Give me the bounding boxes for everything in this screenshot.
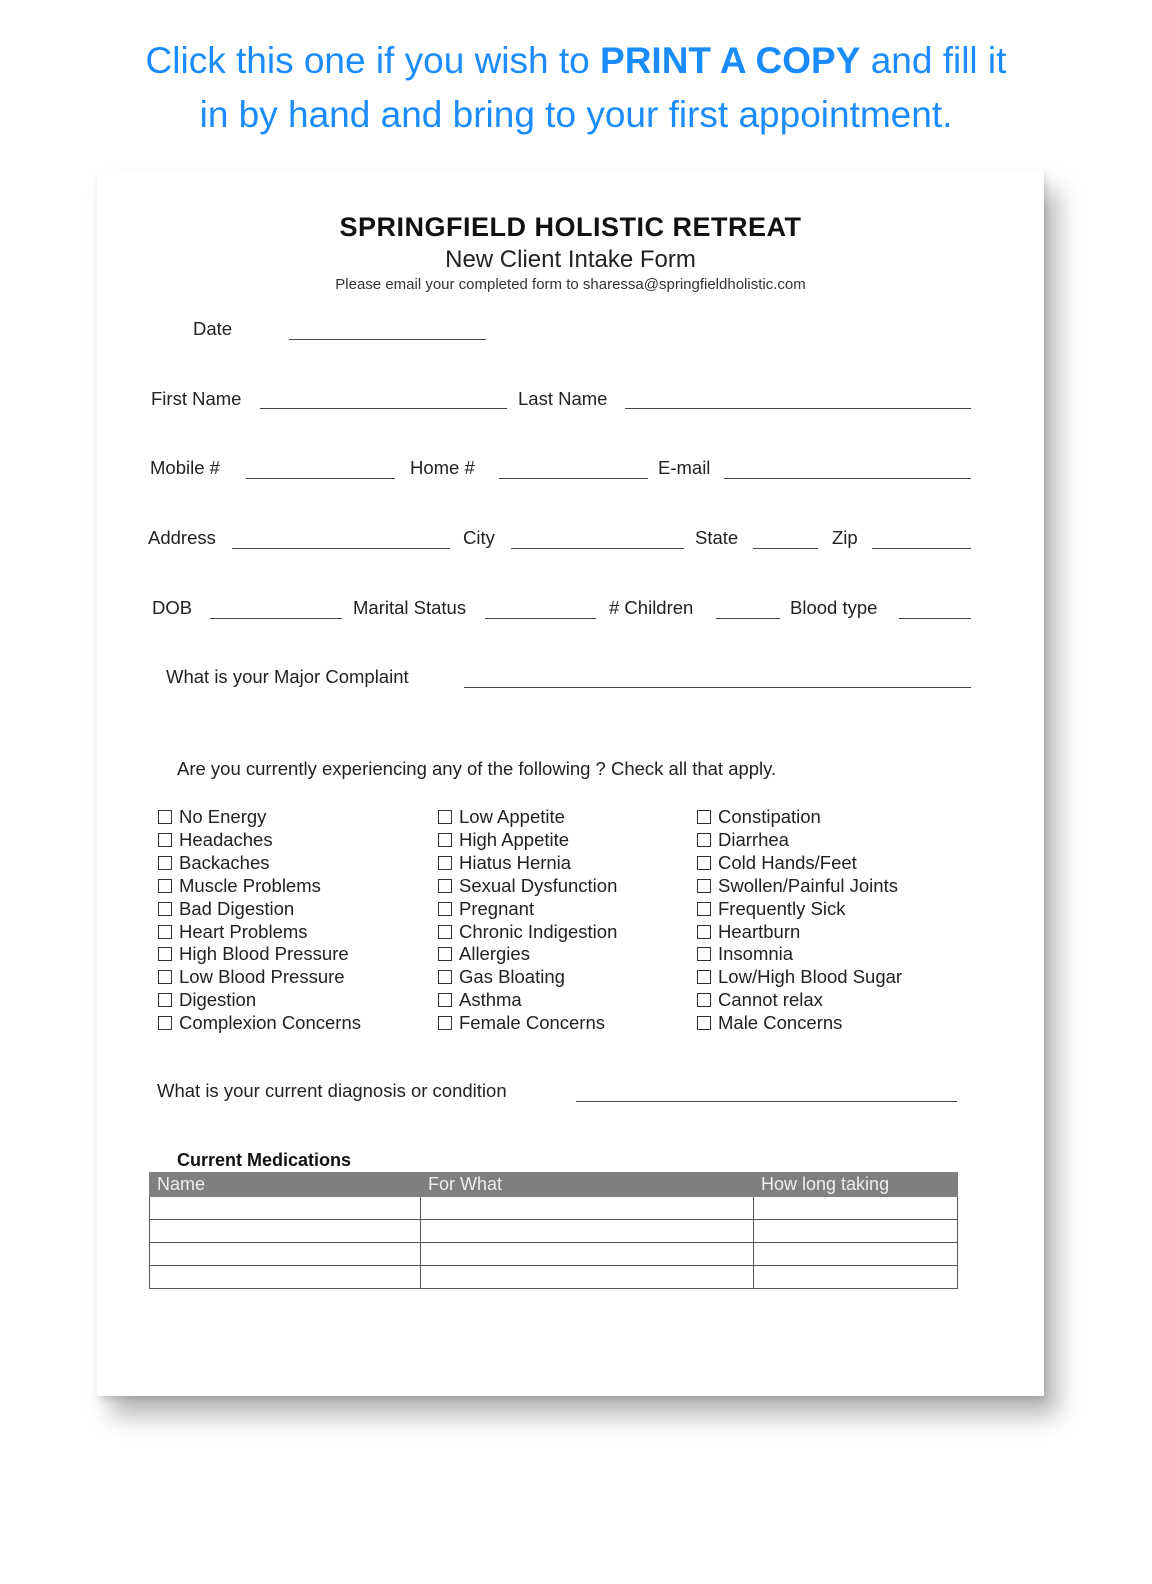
column-header-name: Name [150,1173,421,1197]
medication-cell[interactable] [150,1243,421,1266]
checkbox[interactable] [697,925,711,939]
marital-status-line [485,618,596,619]
diagnosis-label: What is your current diagnosis or condition [157,1080,507,1101]
checkbox[interactable] [438,1016,452,1030]
column-header-how-long: How long taking [754,1173,958,1197]
symptom-checkbox-item[interactable] [158,806,266,828]
symptom-label: Swollen/Painful Joints [718,874,898,896]
symptom-checkbox-item[interactable] [438,1012,605,1034]
symptom-checkbox-item[interactable] [697,875,898,897]
email-instruction: Please email your completed form to sharessa@springfieldholistic.com [335,276,806,293]
symptom-label: Low Blood Pressure [179,966,345,988]
email-line [724,478,971,479]
checkbox[interactable] [697,902,711,916]
checkbox[interactable] [438,925,452,939]
zip-label: Zip [832,527,858,548]
symptom-label: Hiatus Hernia [459,851,572,873]
medication-row [150,1220,958,1243]
medication-cell[interactable] [754,1220,958,1243]
symptom-checkbox-item[interactable] [697,806,821,828]
checkbox[interactable] [158,902,172,916]
symptom-label: Muscle Problems [179,874,321,896]
checkbox[interactable] [438,879,452,893]
symptom-label: Heart Problems [179,920,308,942]
symptom-checkbox-item[interactable] [438,943,530,965]
symptom-checkbox-item[interactable] [697,989,823,1011]
address-label: Address [148,527,216,548]
medication-cell[interactable] [150,1197,421,1220]
medication-row [150,1197,958,1220]
symptom-label: Low Appetite [459,806,565,827]
medication-cell[interactable] [754,1243,958,1266]
zip-line [872,548,971,549]
symptom-label: High Blood Pressure [179,943,349,965]
diagnosis-line [576,1101,957,1102]
medications-table [149,1172,958,1289]
checkbox[interactable] [697,810,711,824]
city-line [511,548,684,549]
symptom-checkbox-item[interactable] [438,898,534,920]
last-name-label: Last Name [518,388,608,409]
mobile-line [246,478,395,479]
symptom-checkbox-item[interactable] [697,966,902,988]
checkbox[interactable] [697,856,711,870]
symptom-checkbox-item[interactable] [158,921,308,943]
medication-cell[interactable] [421,1220,754,1243]
symptom-label: Asthma [459,989,522,1011]
symptom-checkbox-item[interactable] [697,852,857,874]
print-banner[interactable] [0,34,1152,142]
children-label: # Children [609,597,694,618]
print-a-copy-emphasis: PRINT A COPY [600,40,861,81]
email-label: E-mail [658,457,711,478]
blood-type-line [899,618,971,619]
checkbox[interactable] [697,833,711,847]
symptom-checkbox-item[interactable] [438,806,565,828]
medication-cell[interactable] [421,1266,754,1289]
symptom-label: Chronic Indigestion [459,920,618,942]
symptoms-question: Are you currently experiencing any of the following ? Check all that apply. [177,758,777,779]
symptom-label: Bad Digestion [179,897,295,919]
symptom-checkbox-item[interactable] [158,898,294,920]
home-phone-label: Home # [410,457,475,478]
symptom-label: Heartburn [718,920,801,942]
symptom-label: Insomnia [718,943,794,965]
symptom-label: Backaches [179,851,270,873]
symptom-checkbox-item[interactable] [697,943,793,965]
checkbox[interactable] [158,947,172,961]
symptom-checkbox-item[interactable] [438,966,565,988]
checkbox[interactable] [438,993,452,1007]
checkbox[interactable] [158,1016,172,1030]
checkbox[interactable] [697,970,711,984]
checkbox[interactable] [438,856,452,870]
symptom-label: Pregnant [459,897,535,919]
checkbox[interactable] [697,947,711,961]
symptom-label: Sexual Dysfunction [459,874,618,896]
form-subtitle: New Client Intake Form [445,246,696,273]
major-complaint-line [464,687,971,688]
symptom-label: Male Concerns [718,1012,843,1034]
checkbox[interactable] [697,993,711,1007]
symptom-checkbox-item[interactable] [158,966,345,988]
medication-cell[interactable] [150,1220,421,1243]
address-line [232,548,450,549]
checkbox[interactable] [697,879,711,893]
symptom-label: Allergies [459,943,530,965]
medications-header-row [150,1173,958,1197]
medication-cell[interactable] [421,1243,754,1266]
medications-title: Current Medications [177,1150,352,1170]
checkbox[interactable] [158,856,172,870]
mobile-label: Mobile # [150,457,220,478]
medication-cell[interactable] [150,1266,421,1289]
symptom-label: Gas Bloating [459,966,565,988]
first-name-line [260,408,507,409]
symptom-checkbox-item[interactable] [438,829,569,851]
symptom-checkbox-item[interactable] [438,989,522,1011]
intake-form-page [97,170,1044,1396]
symptom-label: Cold Hands/Feet [718,851,857,873]
state-label: State [695,527,739,548]
medication-cell[interactable] [421,1197,754,1220]
date-line [289,339,486,340]
symptom-checkbox-item[interactable] [438,921,617,943]
symptom-checkbox-item[interactable] [158,989,256,1011]
medication-row [150,1266,958,1289]
checkbox[interactable] [438,902,452,916]
checkbox[interactable] [158,970,172,984]
home-phone-line [499,478,648,479]
checkbox[interactable] [158,879,172,893]
checkbox[interactable] [438,947,452,961]
children-line [716,618,780,619]
first-name-label: First Name [151,388,242,409]
state-line [753,548,818,549]
banner-line-1[interactable]: Click this one if you wish to PRINT A COPY and fill it [145,40,1007,81]
medication-row [150,1243,958,1266]
checkbox[interactable] [697,1016,711,1030]
symptom-label: Constipation [718,806,821,827]
checkbox[interactable] [438,970,452,984]
symptom-label: Digestion [179,989,257,1011]
symptom-label: Headaches [179,828,273,850]
column-header-for-what: For What [421,1173,754,1197]
date-label: Date [193,318,233,339]
symptom-label: No Energy [179,806,267,827]
symptom-checkbox-item[interactable] [438,875,617,897]
symptom-checkbox-item[interactable] [697,829,789,851]
symptom-checkbox-item[interactable] [697,921,800,943]
checkbox[interactable] [158,833,172,847]
checkbox[interactable] [158,993,172,1007]
symptom-label: High Appetite [459,828,570,850]
symptom-checkbox-item[interactable] [438,852,571,874]
checkbox[interactable] [438,810,452,824]
dob-line [210,618,342,619]
banner-line-2[interactable]: in by hand and bring to your first appointment. [199,94,953,135]
symptom-label: Diarrhea [718,828,789,850]
symptom-checkbox-item[interactable] [697,898,846,920]
dob-label: DOB [152,597,193,618]
symptom-label: Female Concerns [459,1012,606,1034]
checkbox[interactable] [438,833,452,847]
major-complaint-label: What is your Major Complaint [166,666,409,687]
medication-cell[interactable] [754,1197,958,1220]
checkbox[interactable] [158,925,172,939]
blood-type-label: Blood type [790,597,878,618]
city-label: City [463,527,495,548]
medication-cell[interactable] [754,1266,958,1289]
symptom-checkbox-item[interactable] [158,852,270,874]
symptom-label: Complexion Concerns [179,1012,362,1034]
last-name-line [625,408,971,409]
symptom-label: Low/High Blood Sugar [718,966,903,988]
symptom-checkbox-item[interactable] [158,943,349,965]
symptom-checkbox-item[interactable] [158,829,273,851]
symptom-checkbox-item[interactable] [697,1012,842,1034]
checkbox[interactable] [158,810,172,824]
form-title: SPRINGFIELD HOLISTIC RETREAT [339,212,802,242]
symptom-checkbox-item[interactable] [158,875,321,897]
marital-status-label: Marital Status [353,597,467,618]
symptom-label: Cannot relax [718,989,823,1011]
symptom-checkbox-item[interactable] [158,1012,361,1034]
symptom-label: Frequently Sick [718,897,846,919]
